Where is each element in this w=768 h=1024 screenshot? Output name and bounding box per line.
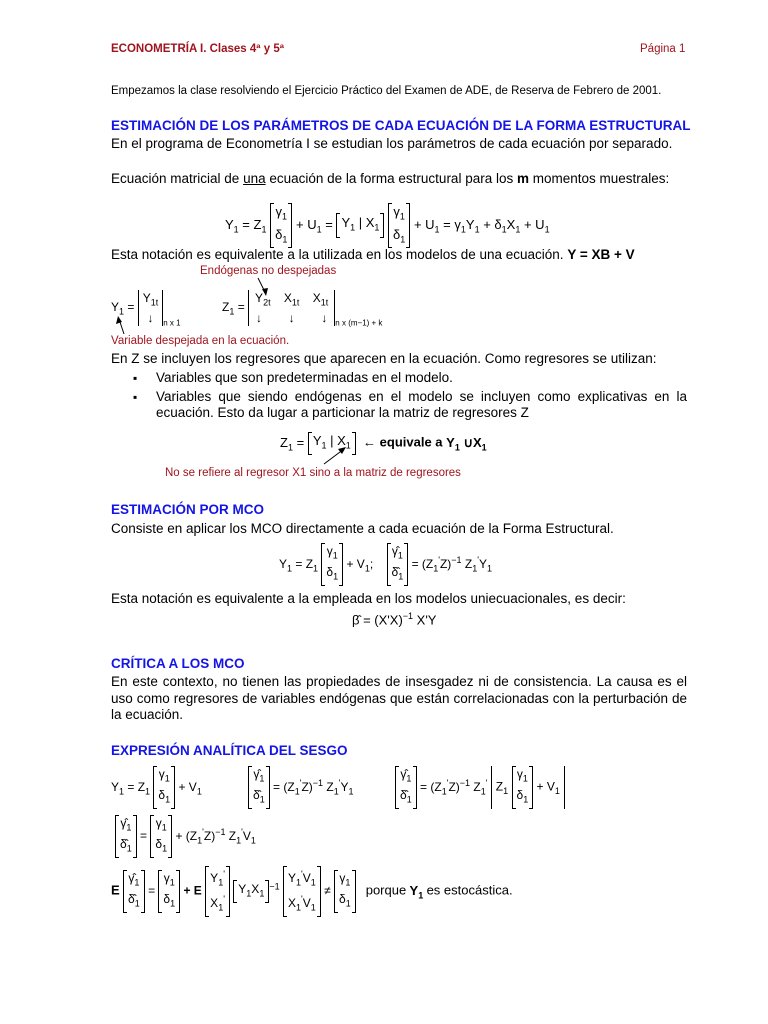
page-header-title: ECONOMETRÍA I. Clases 4ª y 5ª <box>111 43 284 55</box>
equation-sesgo-4: $\gammâ_1$ $\deltâ_1 = \gamma_1$ $\delta_1 + (Z_1'Z)^{-1}$ $Z_1'V_1$ <box>115 815 256 858</box>
paragraph-programa: En el programa de Econometría I se estudian los parámetros de cada ecuación por separado. <box>111 136 673 151</box>
intro-text: Empezamos la clase resolviendo el Ejercicio Práctico del Examen de ADE, de Reserva de Febrero de 2001. <box>111 85 662 97</box>
paragraph-ecuacion-matricial: Ecuación matricial de una ecuación de la forma estructural para los m momentos muestrales: <box>111 171 670 186</box>
section-heading-sesgo: EXPRESIÓN ANALÍTICA DEL SESGO <box>111 743 348 758</box>
equation-mco-estimator: $Y_1 = Z_1$ $\gamma_1$ $\delta_1 + V_1$; $\gammâ_1$ $\deltâ_1 = (Z_1'Z)^{-1}$ $Z_1'Y_1$ <box>279 543 492 586</box>
list-item: ▪ Variables que son predeterminadas en el modelo. <box>111 370 687 387</box>
matrix-z1: $Z_1 = Y_{2t}$ $X_{1t}$ $X_{1t}$ ↓ ↓ ↓ $_{n x (m-1) + k}$ <box>222 291 383 328</box>
list-item: ▪ Variables que siendo endógenas en el modelo se incluyen como explicativas en la ecuación. Esto da lugar a particionar la matriz de regresores Z <box>111 389 687 422</box>
paragraph-regresores: En Z se incluyen los regresores que aparecen en la ecuación. Como regresores se utilizan: <box>111 351 657 366</box>
note-variable-despejada: Variable despejada en la ecuación. <box>111 335 290 347</box>
paragraph-notacion-equivalente: Esta notación es equivalente a la utilizada en los modelos de una ecuación. Y = XB + V <box>111 247 635 262</box>
section-heading-mco: ESTIMACIÓN POR MCO <box>111 502 265 517</box>
equation-beta-hat: β̂ = $(X'X)^{-1}$ X'Y <box>352 611 437 628</box>
section-heading-estimacion-parametros: ESTIMACIÓN DE LOS PARÁMETROS DE CADA ECUACIÓN DE LA FORMA ESTRUCTURAL <box>111 118 691 133</box>
paragraph-uniecuacionales: Esta notación es equivalente a la empleada en los modelos uniecuacionales, es decir: <box>111 591 626 606</box>
paragraph-mco: Consiste en aplicar los MCO directamente a cada ecuación de la Forma Estructural. <box>111 521 614 536</box>
equation-expectation: E $\gammâ_1$ $\deltâ_1 = \gamma_1$ $\delta_1 + E$ $Y_1'$ $X_1'$ $Y_1X_1^{-1}$ $Y_1'V_1$ $X_1'V_1 \ne \gamma_1$ $\delta_1$ porque $Y_1$ es estocástica. <box>111 866 513 917</box>
note-endogenas: Endógenas no despejadas <box>200 265 337 277</box>
equation-sesgo-3: $\gammâ_1$ $\deltâ_1 = (Z_1'Z)^{-1}$ $Z_1'$ $Z_1$ $\gamma_1$ $\delta_1 + V_1$ <box>395 766 565 809</box>
note-x1-matriz: No se refiere al regresor X1 sino a la matriz de regresores <box>165 467 461 479</box>
regressor-list <box>111 370 687 422</box>
section-heading-critica: CRÍTICA A LOS MCO <box>111 656 245 671</box>
equation-partition-z1: $Z_1 = Y_1$ | $X_1$ ← equivale a $Y_1$ $\cup X_1$ <box>280 432 487 455</box>
equation-structural-form: $Y_1 = Z_1$ $\gamma_1$ $\delta_1 + U_1 = Y_1$ | $X_1$ $\gamma_1$ $\delta_1 + U_1 = \gamma_1Y_1 + \delta_1X_1 + U_1$ <box>225 203 550 248</box>
paragraph-critica: En este contexto, no tienen las propiedades de insesgadez ni de consistencia. La causa es el uso como regresores de variables endógenas que están correlacionadas con la perturbación de la ecuación. <box>111 674 687 722</box>
equation-sesgo-1: $Y_1 = Z_1$ $\gamma_1$ $\delta_1 + V_1$ <box>111 766 202 809</box>
matrix-y1: $Y_1 = Y_{1t}$ ↓ $_{n x 1}$ <box>111 291 181 328</box>
page-number: Página 1 <box>640 43 686 55</box>
equation-sesgo-2: $\gammâ_1$ $\deltâ_1 = (Z_1'Z)^{-1}$ $Z_1'Y_1$ <box>248 766 353 809</box>
